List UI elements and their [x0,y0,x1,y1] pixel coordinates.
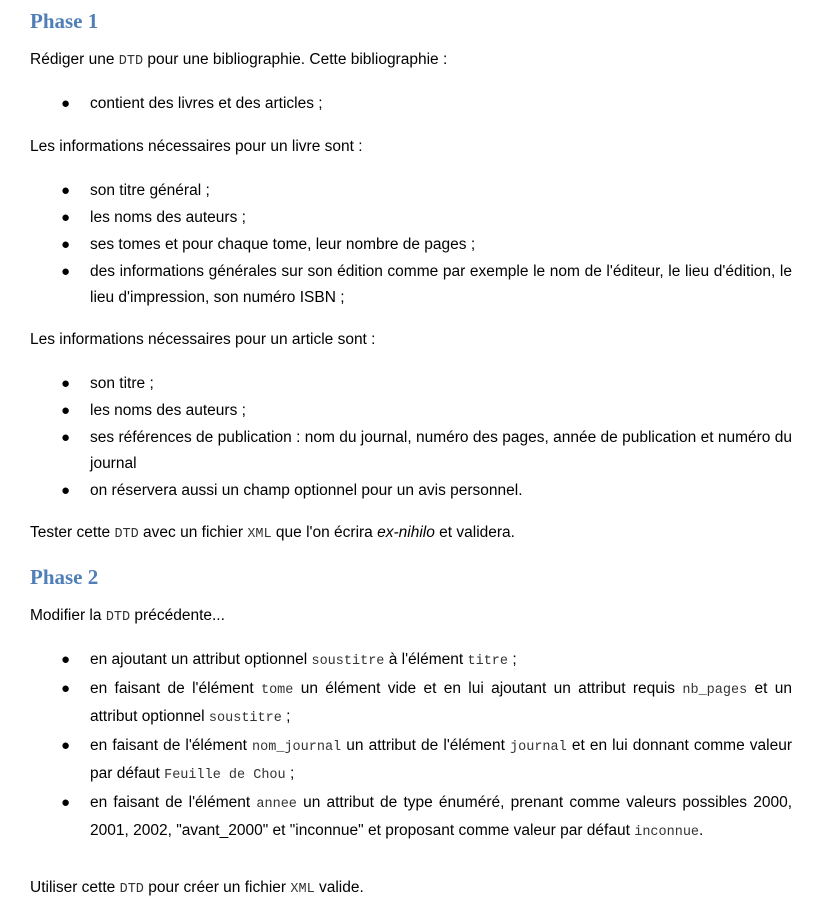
bullet-icon: ● [61,236,71,253]
list-item: ● ses tomes et pour chaque tome, leur nombre de pages ; [30,232,792,258]
article-info-list [30,371,792,504]
dtd-code: DTD [118,54,144,69]
phase2-intro: Modifier la DTD précédente... [30,607,225,625]
phase2-modification-list [30,647,792,846]
phase1-intro: Rédiger une DTD pour une bibliographie. Cette bibliographie : [30,51,448,69]
list-item: ● son titre général ; [30,178,792,204]
book-info-list [30,178,792,311]
list-item: ● les noms des auteurs ; [30,205,792,231]
phase1-test-instruction: Tester cette DTD avec un fichier XML que l'on écrira ex-nihilo et validera. [30,524,515,542]
bullet-icon: ● [61,651,71,668]
bullet-icon: ● [61,95,71,112]
article-info-intro: Les informations nécessaires pour un article sont : [30,331,376,348]
list-item: ● des informations générales sur son édition comme par exemple le nom de l'éditeur, le lieu d'édition, le lieu d'impression, son numéro ISBN ; [30,259,792,311]
phase2-final-instruction: Utiliser cette DTD pour créer un fichier XML valide. [30,879,364,897]
list-item: ● les noms des auteurs ; [30,398,792,424]
bullet-icon: ● [61,375,71,392]
bullet-icon: ● [61,482,71,499]
bullet-icon: ● [61,429,71,446]
bullet-icon: ● [61,680,71,697]
phase2-heading: Phase 2 [30,565,99,589]
bibliography-content-list [30,91,792,117]
list-item: ● en faisant de l'élément tome un élément vide et en lui ajoutant un attribut requis nb_pages et un attribut optionnel soustitre ; [30,676,792,732]
list-item: ● en ajoutant un attribut optionnel soustitre à l'élément titre ; [30,647,792,675]
list-item: ● en faisant de l'élément nom_journal un attribut de l'élément journal et en lui donnant comme valeur par défaut Feuille de Chou ; [30,733,792,789]
list-item: ● son titre ; [30,371,792,397]
bullet-icon: ● [61,794,71,811]
bullet-icon: ● [61,263,71,280]
list-item: ● en faisant de l'élément annee un attribut de type énuméré, prenant comme valeurs possibles 2000, 2001, 2002, "avant_2000" et "inconnue" et proposant comme valeur par défaut inconnue. [30,790,792,846]
phase1-heading: Phase 1 [30,9,99,33]
bullet-icon: ● [61,737,71,754]
bullet-icon: ● [61,402,71,419]
bullet-icon: ● [61,182,71,199]
book-info-intro: Les informations nécessaires pour un livre sont : [30,138,363,155]
list-item: ● on réservera aussi un champ optionnel pour un avis personnel. [30,478,792,504]
list-item: ● contient des livres et des articles ; [30,91,792,117]
list-item: ● ses références de publication : nom du journal, numéro des pages, année de publication et numéro du journal [30,425,792,477]
bullet-icon: ● [61,209,71,226]
